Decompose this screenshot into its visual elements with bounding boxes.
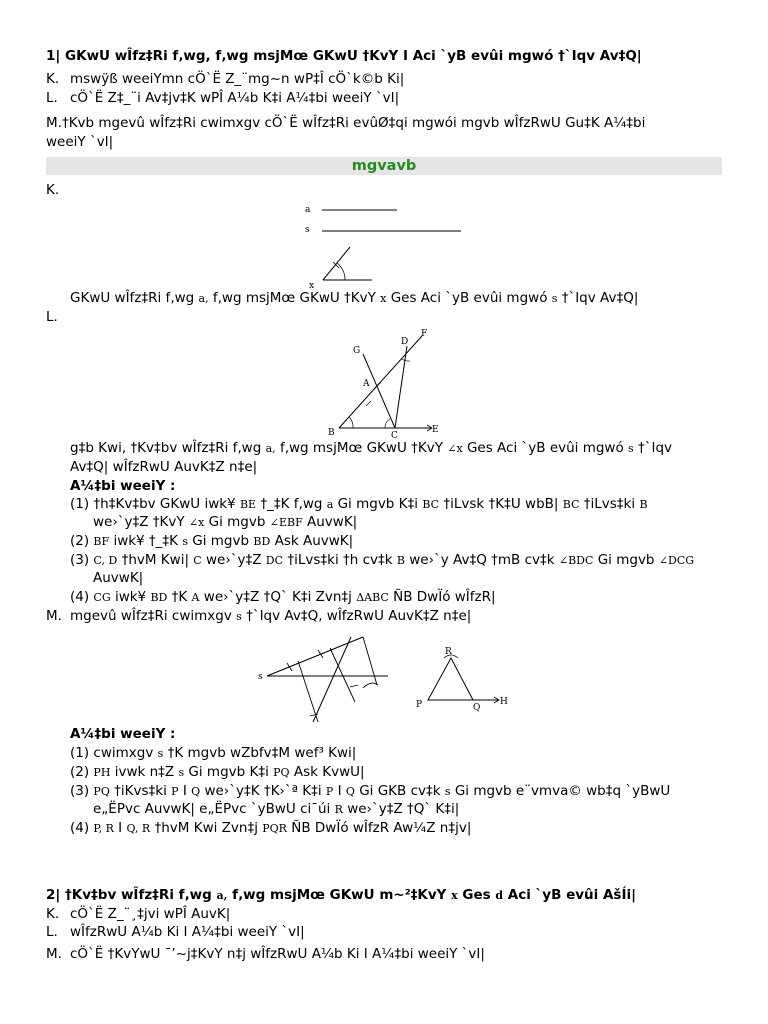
caption-text: Ges Aci `yB evûi mgwó — [390, 290, 548, 306]
q1-part-l — [46, 89, 722, 107]
step-text: Ask KvwU| — [293, 764, 365, 780]
step-sym: P — [171, 785, 179, 798]
step-text: iwk¥ †_‡K — [113, 533, 179, 549]
step-sym: BD — [253, 535, 271, 548]
step-text: ivwk n‡Z — [114, 764, 175, 780]
step-text: iwk¥ — [114, 589, 147, 605]
step-sym: s — [182, 535, 188, 548]
ans-m-steps-title: A¼‡bi weeiY : — [70, 726, 176, 742]
step-sym: BC — [422, 498, 440, 511]
step-sym: BC — [562, 498, 580, 511]
fig2-label-H: H — [500, 697, 508, 707]
step-sym: C, D — [93, 554, 118, 567]
q2-l-text: wÎfzRwU A¼b Ki I A¼‡bi weeiY `vI| — [70, 924, 305, 940]
step-text: we›`y‡Z †Q` K‡i| — [347, 801, 460, 817]
step-sym: ΔABC — [356, 591, 389, 604]
ans-l-step-3-cont: AuvwK| — [93, 570, 144, 586]
step-text: Gi GKB cv‡k — [359, 783, 441, 799]
caption-sym-x: x — [380, 292, 387, 305]
step-text: we›`y‡K †K›`ª K‡i — [204, 783, 322, 799]
ans-l-step-2 — [70, 532, 722, 551]
fig-label-A: A — [363, 379, 370, 389]
step-sym: s — [157, 747, 164, 760]
desc-sym-angle: ∠x — [447, 442, 463, 455]
given-data-figure — [300, 198, 470, 290]
step-sym: R — [334, 803, 343, 816]
ans-m-step-4 — [70, 819, 722, 838]
step-text: Gi mgvb — [597, 552, 655, 568]
q1-l-text: cÖ`Ë Z‡_¨i Av‡jv‡K wPÎ A¼b K‡i A¼‡bi weeiY `vI| — [70, 90, 400, 106]
desc-sym-s: s — [628, 442, 634, 455]
arc-d — [402, 359, 410, 361]
q2-m-text: cÖ`Ë †KvYwU ¯’~j‡KvY n‡j wÎfzRwU A¼b Ki I A¼‡bi weeiY `vI| — [70, 946, 485, 962]
step-sym: DC — [265, 554, 284, 567]
step-text: †hvM Kwi Zvn‡j — [154, 820, 258, 836]
solution-bar: mgvavb — [46, 157, 722, 175]
ans-l-label: L. — [46, 309, 58, 325]
heading-sym: d — [495, 889, 504, 902]
step-sym: Q, R — [126, 822, 151, 835]
step-sym: ∠DCG — [658, 554, 695, 567]
ans-m-label: M. — [46, 608, 62, 624]
q1-k-text: mswÿß weeiYmn cÖ`Ë Z_¨mg~n wP‡Î cÖ`k©b Ki| — [70, 71, 405, 87]
step-sym: BE — [239, 498, 257, 511]
ans-l-step-3 — [70, 551, 722, 570]
step-sym: a — [326, 498, 334, 511]
step-sym: PQ — [93, 785, 110, 798]
tick-4 — [310, 714, 318, 716]
intro-text: †`Iqv Av‡Q, wÎfzRwU AuvK‡Z n‡e| — [246, 608, 472, 624]
ans-l-step-4 — [70, 588, 722, 607]
step-text: †hvM Kwi| — [121, 552, 189, 568]
step-text: Gi mgvb e¨vmva© wb‡q `yBwU — [454, 783, 671, 799]
step-number: (4) — [70, 820, 90, 836]
step-sym: s — [444, 785, 451, 798]
fig2-label-R: R — [445, 647, 452, 657]
step-sym: C — [193, 554, 202, 567]
step-sym: ∠x — [188, 516, 205, 529]
ans-l-step-1-cont — [93, 513, 722, 532]
q1-heading: 1| GKwU wÎfz‡Ri f‚wg, f‚wg msjMœ GKwU †KvY I Aci `yB evûi mgwó †`Iqv Av‡Q| — [46, 48, 642, 64]
fig-label-s: s — [305, 225, 310, 235]
fig2-label-s: s — [258, 672, 263, 682]
segment-cd — [395, 346, 407, 428]
step-sym: ∠EBF — [269, 516, 303, 529]
fig2-label-Q: Q — [473, 703, 481, 713]
ans-l-steps-title: A¼‡bi weeiY : — [70, 478, 176, 494]
q2-part-l — [46, 923, 722, 941]
fig-label-G: G — [353, 346, 361, 356]
step-text: Gi mgvb — [208, 514, 266, 530]
ans-m-step-2 — [70, 763, 722, 782]
step-sym: P — [325, 785, 334, 798]
step-sym: B — [639, 498, 648, 511]
step-text: †K mgvb wZbfv‡M wef³ Kwi| — [167, 745, 357, 761]
ans-k-caption — [70, 289, 722, 308]
caption-sym-s: s — [551, 292, 558, 305]
step-sym: PH — [93, 766, 111, 779]
desc-sym-a: a, — [265, 442, 276, 455]
ans-m-step-3-cont — [93, 800, 722, 819]
step-text: †iKvs‡ki — [114, 783, 167, 799]
heading-sym: x — [451, 889, 458, 902]
caption-text: f‚wg msjMœ GKwU †KvY — [212, 290, 376, 306]
ray-bf — [339, 336, 422, 428]
heading-text: 2| †Kv‡bv wÎfz‡Ri f‚wg — [46, 887, 212, 903]
equilateral-triangle-figure — [410, 642, 515, 714]
step-number: (2) — [70, 764, 90, 780]
step-number: (2) — [70, 533, 90, 549]
step-text: I — [182, 783, 187, 799]
angle-arc — [337, 263, 345, 280]
intro-text: mgevû wÎfz‡Ri cwimxgv — [70, 608, 232, 624]
q1-k-label: K. — [46, 71, 60, 87]
step-text: ÑB DwÏó wÎfzR| — [393, 589, 496, 605]
step-text: †_‡K f‚wg — [260, 496, 323, 512]
step-sym: Q — [345, 785, 355, 798]
step-sym: A — [191, 591, 200, 604]
construction-figure-1 — [325, 326, 445, 440]
step-sym: B — [396, 554, 405, 567]
q2-k-text: cÖ`Ë Z_¨¸‡jvi wPÎ AuvK| — [70, 906, 231, 922]
desc-text: g‡b Kwi, †Kv‡bv wÎfz‡Ri f‚wg — [70, 440, 262, 456]
ans-k-label: K. — [46, 182, 60, 198]
desc-text: Ges Aci `yB evûi mgwó — [466, 440, 624, 456]
heading-sym: a, — [216, 889, 228, 902]
heading-text: f‚wg msjMœ GKwU m~²‡KvY — [232, 887, 447, 903]
step-sym: P, R — [93, 822, 114, 835]
step-text: I — [118, 820, 123, 836]
step-sym: BD — [150, 591, 168, 604]
step-sym: PQ — [273, 766, 290, 779]
ray-cg — [363, 354, 395, 428]
parallel-3 — [363, 637, 377, 685]
step-text: we›`y‡Z †KvY — [93, 514, 185, 530]
step-text: †h‡Kv‡bv GKwU iwk¥ — [93, 496, 236, 512]
step-text: †iLvsk †K‡U wbB| — [443, 496, 559, 512]
desc-text: †`Iqv — [637, 440, 673, 456]
construction-figure-2 — [255, 630, 395, 728]
tick-1 — [287, 663, 292, 671]
heading-text: Ges — [462, 887, 491, 903]
q2-part-m — [46, 945, 722, 963]
step-text: cwimxgv — [93, 745, 154, 761]
q2-part-k — [46, 905, 722, 923]
step-text: Gi mgvb K‡i — [337, 496, 419, 512]
step-text: Ask AuvwK| — [274, 533, 354, 549]
step-sym: Q — [191, 785, 201, 798]
q1-l-label: L. — [46, 90, 58, 106]
step-text: Gi mgvb K‡i — [188, 764, 269, 780]
ans-m-step-3 — [70, 782, 722, 801]
step-sym: ∠BDC — [558, 554, 594, 567]
ans-l-desc-1 — [70, 439, 722, 458]
fig-label-D: D — [401, 337, 409, 347]
step-text: †K — [171, 589, 188, 605]
tick-mid — [366, 401, 371, 406]
step-text: ÑB DwÏó wÎfzR Aw¼Z n‡jv| — [291, 820, 472, 836]
step-sym: CG — [93, 591, 111, 604]
fig-label-F: F — [421, 329, 428, 339]
parallel-1 — [298, 661, 318, 722]
heading-text: Aci `yB evûi AšÍi| — [507, 887, 637, 903]
step-sym: s — [178, 766, 185, 779]
step-text: †iLvs‡ki †h cv‡k — [287, 552, 393, 568]
step-text: AuvwK| — [307, 514, 358, 530]
caption-text: GKwU wÎfz‡Ri f‚wg — [70, 290, 195, 306]
fig-label-E: E — [432, 425, 439, 435]
step-text: †iLvs‡ki — [583, 496, 636, 512]
step-sym: BF — [93, 535, 110, 548]
intro-sym-s: s — [236, 610, 242, 623]
step-text: e„ËPvc AuvwK| e„ËPvc `yBwU ci¯úi — [93, 801, 331, 817]
q2-l-label: L. — [46, 924, 58, 940]
ans-m-intro — [46, 607, 722, 626]
fig-label-B: B — [328, 428, 335, 438]
caption-text: †`Iqv Av‡Q| — [561, 290, 639, 306]
step-number: (4) — [70, 589, 90, 605]
step-text: Gi mgvb — [192, 533, 250, 549]
tick-3 — [350, 685, 358, 687]
step-number: (3) — [70, 552, 90, 568]
step-text: we›`y Av‡Q †mB cv‡k — [409, 552, 555, 568]
desc-text: f‚wg msjMœ GKwU †KvY — [279, 440, 443, 456]
ans-l-step-1 — [70, 495, 722, 514]
q2-k-label: K. — [46, 906, 60, 922]
q2-heading — [46, 886, 722, 905]
arc-c — [385, 419, 390, 428]
fig-label-x: x — [309, 281, 315, 290]
ans-m-step-1 — [70, 744, 722, 763]
step-sym: PQR — [262, 822, 287, 835]
angle-arm-slant — [323, 247, 350, 280]
fig-label-a: a — [305, 205, 311, 215]
q1-part-m-line1: M.†Kvb mgevû wÎfz‡Ri cwimxgv cÖ`Ë wÎfz‡Ri evûØ‡qi mgwói mgvb wÎfzRwU Gu‡K A¼‡bi — [46, 115, 646, 131]
step-number: (3) — [70, 783, 90, 799]
arc-mark — [363, 683, 378, 688]
step-text: I — [337, 783, 342, 799]
step-number: (1) — [70, 496, 90, 512]
fig-label-C: C — [391, 431, 398, 440]
fig2-label-P: P — [416, 700, 423, 710]
q1-part-k — [46, 70, 722, 88]
triangle-pqr — [428, 658, 473, 700]
ans-l-desc-2: Av‡Q| wÎfzRwU AuvK‡Z n‡e| — [70, 459, 258, 475]
arc-b — [349, 417, 353, 428]
q1-part-m-line2: weeiY `vI| — [46, 134, 114, 150]
caption-sym-a: a, — [198, 292, 209, 305]
step-text: we›`y‡Z †Q` K‡i Zvn‡j — [203, 589, 352, 605]
step-number: (1) — [70, 745, 90, 761]
step-text: we›`y‡Z — [206, 552, 262, 568]
q2-m-label: M. — [46, 946, 62, 962]
